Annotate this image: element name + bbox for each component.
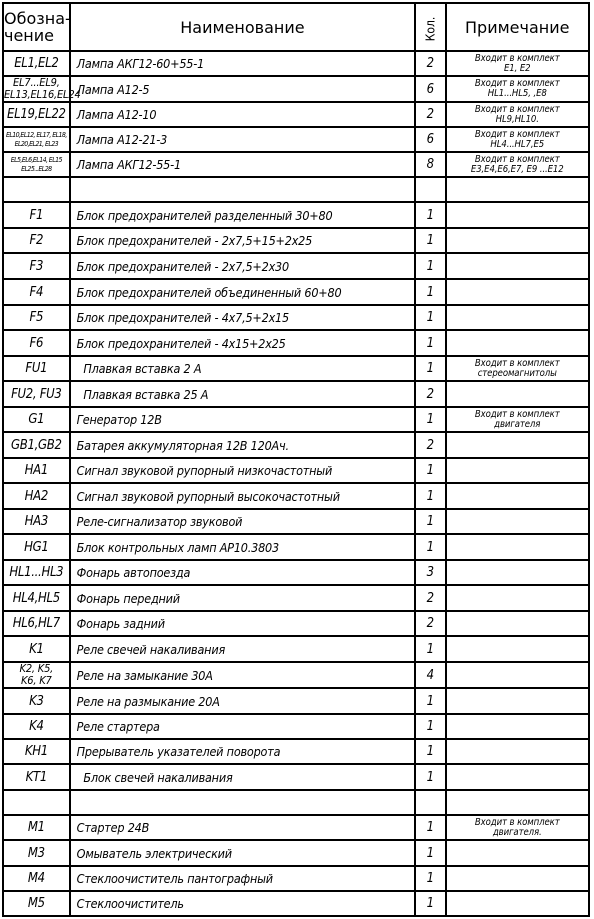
- cell-designation: KH1: [3, 739, 70, 764]
- cell-qty: 8: [415, 152, 445, 177]
- cell-note: Входит в комплект E3,E4,E6,E7, E9 ...E12: [446, 152, 590, 177]
- header-name: Наименование: [70, 3, 416, 51]
- cell-designation: [3, 790, 70, 815]
- table-row: [3, 202, 589, 228]
- cell-qty: 1: [415, 714, 445, 739]
- cell-note: [446, 739, 590, 764]
- cell-name: Реле на замыкание 30А: [70, 662, 416, 688]
- cell-name: Лампа АКГ12-55-1: [70, 152, 416, 177]
- cell-name: Стеклоочиститель пантографный: [70, 866, 416, 891]
- table-row: [3, 407, 589, 432]
- cell-name: Стартер 24В: [70, 815, 416, 840]
- cell-name: [70, 790, 416, 815]
- cell-note: [446, 177, 590, 202]
- table-body: [3, 51, 589, 916]
- table-row: [3, 764, 589, 790]
- cell-name: Блок свечей накаливания: [70, 764, 416, 790]
- table-row: [3, 279, 589, 305]
- table-row: [3, 432, 589, 458]
- table-row: [3, 51, 589, 76]
- cell-designation: HL6,HL7: [3, 611, 70, 636]
- table-row: [3, 891, 589, 916]
- cell-designation: EL1,EL2: [3, 51, 70, 76]
- cell-designation: F1: [3, 202, 70, 228]
- table-row: [3, 253, 589, 279]
- cell-designation: K4: [3, 714, 70, 739]
- cell-note: [446, 202, 590, 228]
- cell-note: [446, 560, 590, 585]
- cell-designation: GB1,GB2: [3, 432, 70, 458]
- cell-qty: 1: [415, 483, 445, 509]
- table-row: [3, 688, 589, 714]
- cell-qty: 1: [415, 253, 445, 279]
- cell-designation: HA2: [3, 483, 70, 509]
- cell-note: Входит в комплект двигателя: [446, 407, 590, 432]
- cell-designation: G1: [3, 407, 70, 432]
- cell-designation: EL5,EL6,EL14, EL15 EL25...EL28: [3, 152, 70, 177]
- specification-sheet: [2, 2, 590, 916]
- cell-designation: EL19,EL22: [3, 102, 70, 127]
- table-row: [3, 228, 589, 253]
- cell-name: Сигнал звуковой рупорный высокочастотный: [70, 483, 416, 509]
- cell-name: [70, 177, 416, 202]
- table-row: [3, 127, 589, 152]
- cell-designation: M3: [3, 840, 70, 866]
- table-row: [3, 840, 589, 866]
- cell-note: [446, 585, 590, 611]
- cell-qty: 1: [415, 891, 445, 916]
- cell-designation: EL10,EL12, EL17, EL18, EL20,EL21, EL23: [3, 127, 70, 152]
- cell-qty: 2: [415, 51, 445, 76]
- table-row: [3, 790, 589, 815]
- table-row: [3, 483, 589, 509]
- cell-name: Лампа АКГ12-60+55-1: [70, 51, 416, 76]
- cell-qty: 1: [415, 534, 445, 560]
- cell-qty: 3: [415, 560, 445, 585]
- cell-note: [446, 381, 590, 407]
- table-row: [3, 330, 589, 356]
- table-header-row: [3, 3, 589, 51]
- cell-name: Плавкая вставка 2 А: [70, 356, 416, 381]
- cell-name: Блок предохранителей разделенный 30+80: [70, 202, 416, 228]
- table-row: [3, 76, 589, 102]
- table-row: [3, 102, 589, 127]
- cell-name: Блок предохранителей объединенный 60+80: [70, 279, 416, 305]
- cell-qty: 4: [415, 662, 445, 688]
- cell-qty: 1: [415, 866, 445, 891]
- cell-note: Входит в комплект HL1...HL5, ,E8: [446, 76, 590, 102]
- cell-note: [446, 714, 590, 739]
- cell-note: [446, 509, 590, 534]
- cell-note: [446, 330, 590, 356]
- header-qty: [415, 3, 445, 51]
- cell-name: Реле-сигнализатор звуковой: [70, 509, 416, 534]
- cell-note: [446, 636, 590, 662]
- table-row: [3, 509, 589, 534]
- cell-designation: FU1: [3, 356, 70, 381]
- cell-name: Прерыватель указателей поворота: [70, 739, 416, 764]
- cell-qty: 1: [415, 305, 445, 330]
- cell-name: Реле стартера: [70, 714, 416, 739]
- cell-note: Входит в комплект HL9,HL10.: [446, 102, 590, 127]
- table-row: [3, 152, 589, 177]
- cell-designation: [3, 177, 70, 202]
- cell-name: Блок предохранителей - 4х7,5+2х15: [70, 305, 416, 330]
- cell-note: [446, 611, 590, 636]
- cell-designation: EL7...EL9, EL13,EL16,EL24: [4, 76, 81, 101]
- cell-designation: F6: [3, 330, 70, 356]
- cell-note: [446, 458, 590, 483]
- cell-qty: [415, 177, 445, 202]
- cell-name: Сигнал звуковой рупорный низкочастотный: [70, 458, 416, 483]
- cell-note: [446, 790, 590, 815]
- cell-note: [446, 279, 590, 305]
- cell-qty: 1: [415, 636, 445, 662]
- cell-qty: 1: [415, 840, 445, 866]
- header-qty-text: Кол.: [423, 16, 438, 41]
- cell-note: Входит в комплект E1, E2: [446, 51, 590, 76]
- cell-designation: F5: [3, 305, 70, 330]
- header-designation-text: Обозна- чение: [4, 9, 71, 45]
- cell-note: [446, 688, 590, 714]
- cell-designation: HA1: [3, 458, 70, 483]
- cell-qty: 1: [415, 764, 445, 790]
- cell-designation: M5: [3, 891, 70, 916]
- cell-qty: 2: [415, 102, 445, 127]
- table-row: [3, 356, 589, 381]
- cell-name: Реле на размыкание 20А: [70, 688, 416, 714]
- cell-qty: 1: [415, 688, 445, 714]
- cell-designation: F4: [3, 279, 70, 305]
- cell-name: Блок предохранителей - 2х7,5+2х30: [70, 253, 416, 279]
- cell-note: [446, 840, 590, 866]
- cell-qty: 6: [415, 127, 445, 152]
- cell-note: [446, 891, 590, 916]
- cell-qty: 1: [415, 330, 445, 356]
- table-row: [3, 585, 589, 611]
- cell-name: Лампа А12-5: [70, 76, 416, 102]
- cell-note: [446, 483, 590, 509]
- parts-list-table: [2, 2, 590, 917]
- cell-designation: F2: [3, 228, 70, 253]
- cell-name: Блок контрольных ламп АР10.3803: [70, 534, 416, 560]
- cell-name: Лампа А12-10: [70, 102, 416, 127]
- table-row: [3, 866, 589, 891]
- cell-qty: 1: [415, 739, 445, 764]
- cell-designation: F3: [3, 253, 70, 279]
- header-note: Примечание: [446, 3, 590, 51]
- cell-name: Батарея аккумуляторная 12В 120Ач.: [70, 432, 416, 458]
- table-row: [3, 714, 589, 739]
- cell-qty: 1: [415, 356, 445, 381]
- cell-designation: K1: [3, 636, 70, 662]
- table-row: [3, 305, 589, 330]
- cell-note: Входит в комплект двигателя.: [446, 815, 590, 840]
- cell-note: Входит в комплект стереомагнитолы: [446, 356, 590, 381]
- table-row: [3, 815, 589, 840]
- header-designation: [3, 3, 70, 51]
- cell-note: [446, 866, 590, 891]
- cell-name: Фонарь передний: [70, 585, 416, 611]
- cell-qty: 1: [415, 228, 445, 253]
- cell-name: Блок предохранителей - 2х7,5+15+2х25: [70, 228, 416, 253]
- cell-name: Стеклоочиститель: [70, 891, 416, 916]
- cell-qty: 1: [415, 458, 445, 483]
- cell-qty: 2: [415, 611, 445, 636]
- cell-qty: 1: [415, 407, 445, 432]
- cell-designation: M4: [3, 866, 70, 891]
- cell-qty: 1: [415, 815, 445, 840]
- cell-designation: FU2, FU3: [3, 381, 70, 407]
- table-row: [3, 381, 589, 407]
- table-row: [3, 177, 589, 202]
- cell-designation: KT1: [3, 764, 70, 790]
- table-row: [3, 560, 589, 585]
- cell-qty: 1: [415, 509, 445, 534]
- table-row: [3, 636, 589, 662]
- cell-name: Омыватель электрический: [70, 840, 416, 866]
- cell-designation: M1: [3, 815, 70, 840]
- cell-note: [446, 662, 590, 688]
- cell-qty: 1: [415, 202, 445, 228]
- table-row: [3, 739, 589, 764]
- cell-qty: 6: [415, 76, 445, 102]
- cell-qty: 2: [415, 432, 445, 458]
- cell-note: [446, 228, 590, 253]
- table-row: [3, 534, 589, 560]
- table-row: [3, 611, 589, 636]
- cell-note: Входит в комплект HL4...HL7,E5: [446, 127, 590, 152]
- cell-designation: HL1...HL3: [3, 560, 70, 585]
- cell-name: Лампа А12-21-3: [70, 127, 416, 152]
- cell-note: [446, 764, 590, 790]
- cell-qty: 2: [415, 381, 445, 407]
- cell-designation: HA3: [3, 509, 70, 534]
- cell-designation: HL4,HL5: [3, 585, 70, 611]
- cell-note: [446, 432, 590, 458]
- table-row: [3, 662, 589, 688]
- cell-name: Фонарь задний: [70, 611, 416, 636]
- cell-qty: 1: [415, 279, 445, 305]
- cell-designation: K2, K5, K6, K7: [3, 662, 70, 688]
- cell-name: Плавкая вставка 25 А: [70, 381, 416, 407]
- cell-qty: [415, 790, 445, 815]
- cell-note: [446, 253, 590, 279]
- cell-name: Реле свечей накаливания: [70, 636, 416, 662]
- cell-designation: K3: [3, 688, 70, 714]
- cell-note: [446, 534, 590, 560]
- cell-qty: 2: [415, 585, 445, 611]
- cell-name: Блок предохранителей - 4х15+2х25: [70, 330, 416, 356]
- table-row: [3, 458, 589, 483]
- cell-designation: HG1: [3, 534, 70, 560]
- cell-name: Фонарь автопоезда: [70, 560, 416, 585]
- cell-name: Генератор 12В: [70, 407, 416, 432]
- cell-note: [446, 305, 590, 330]
